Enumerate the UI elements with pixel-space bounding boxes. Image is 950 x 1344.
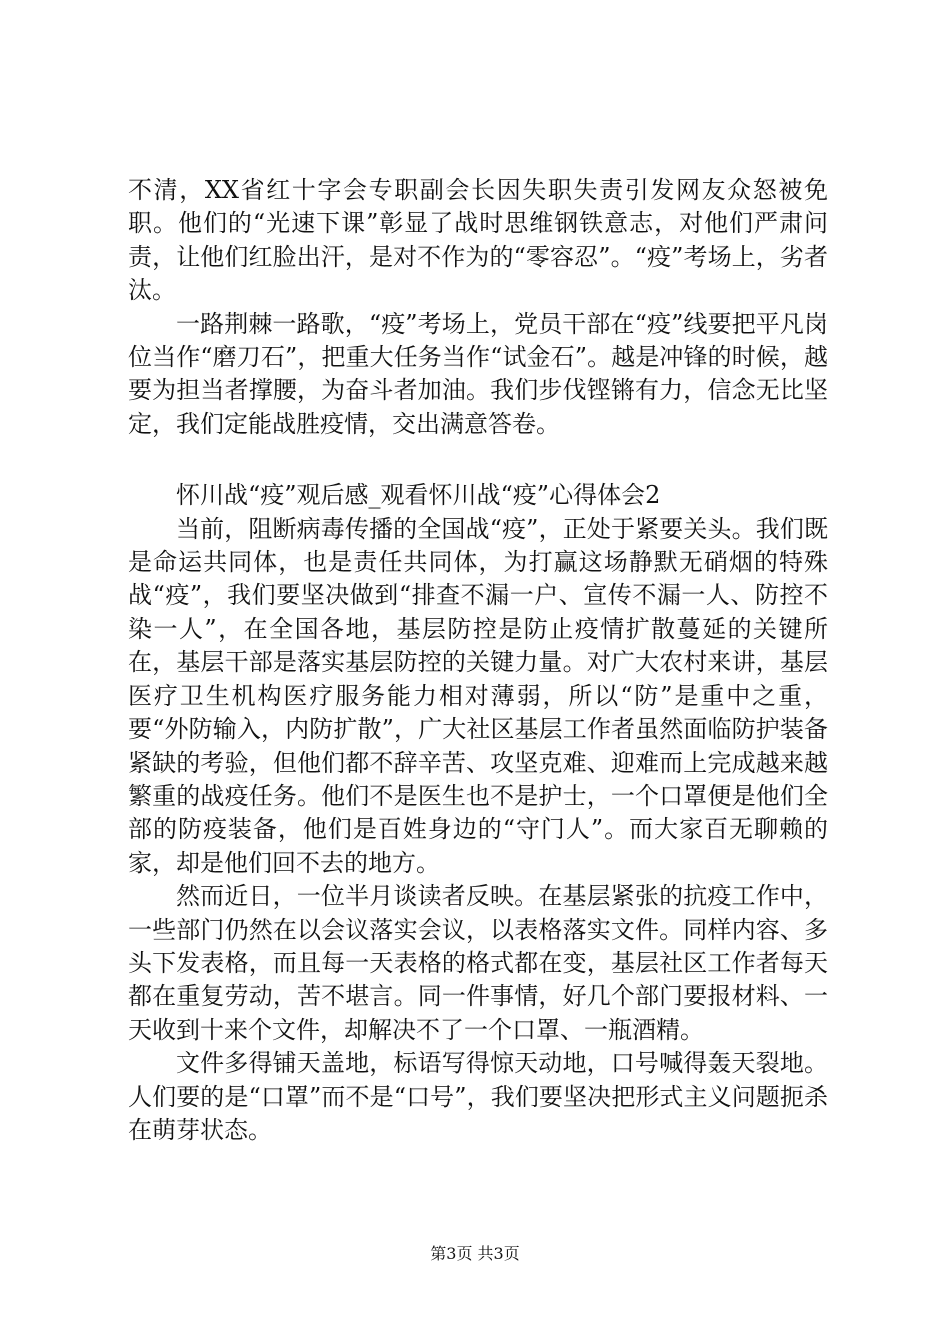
paragraph: 然而近日，一位半月谈读者反映。在基层紧张的抗疫工作中，一些部门仍然在以会议落实会议，以表格落实文件。同样内容、多头下发表格，而且每一天表格的格式都在变，基层社区工作者每天都在重复劳动，苦不堪言。同一件事情，好几个部门要报材料、一天收到十来个文件，却解决不了一个口罩、一瓶酒精。 [128, 882, 828, 1044]
paragraph: 文件多得铺天盖地，标语写得惊天动地，口号喊得轰天裂地。人们要的是“口罩”而不是“口号”，我们要坚决把形式主义问题扼杀在萌芽状态。 [128, 1049, 828, 1144]
paragraph: 一路荆棘一路歌，“疫”考场上，党员干部在“疫”线要把平凡岗位当作“磨刀石”，把重大任务当作“试金石”。越是冲锋的时候，越要为担当者撑腰，为奋斗者加油。我们步伐铿锵有力，信念无比坚定，我们定能战胜疫情，交出满意答卷。 [128, 309, 828, 438]
page-footer: 第3页 共3页 [430, 1244, 520, 1263]
document-body [128, 174, 828, 1147]
paragraph: 当前，阻断病毒传播的全国战“疫”，正处于紧要关头。我们既是命运共同体，也是责任共同体，为打赢这场静默无硝烟的特殊战“疫”，我们要坚决做到“排查不漏一户、宣传不漏一人、防控不染一人”，在全国各地，基层防控是防止疫情扩散蔓延的关键所在，基层干部是落实基层防控的关键力量。对广大农村来讲，基层医疗卫生机构医疗服务能力相对薄弱，所以“防”是重中之重，要“外防输入，内防扩散”，广大社区基层工作者虽然面临防护装备紧缺的考验，但他们都不辞辛苦、攻坚克难、迎难而上完成越来越繁重的战疫任务。他们不是医生也不是护士，一个口罩便是他们全部的防疫装备，他们是百姓身边的“守门人”。而大家百无聊赖的家，却是他们回不去的地方。 [128, 514, 828, 877]
paragraph-continued: 不清，XX省红十字会专职副会长因失职失责引发网友众怒被免职。他们的“光速下课”彰显了战时思维钢铁意志，对他们严肃问责，让他们红脸出汗，是对不作为的“零容忍”。“疫”考场上，劣者汰。 [128, 176, 828, 305]
section-title: 怀川战“疫”观后感_观看怀川战“疫”心得体会2 [176, 481, 661, 510]
